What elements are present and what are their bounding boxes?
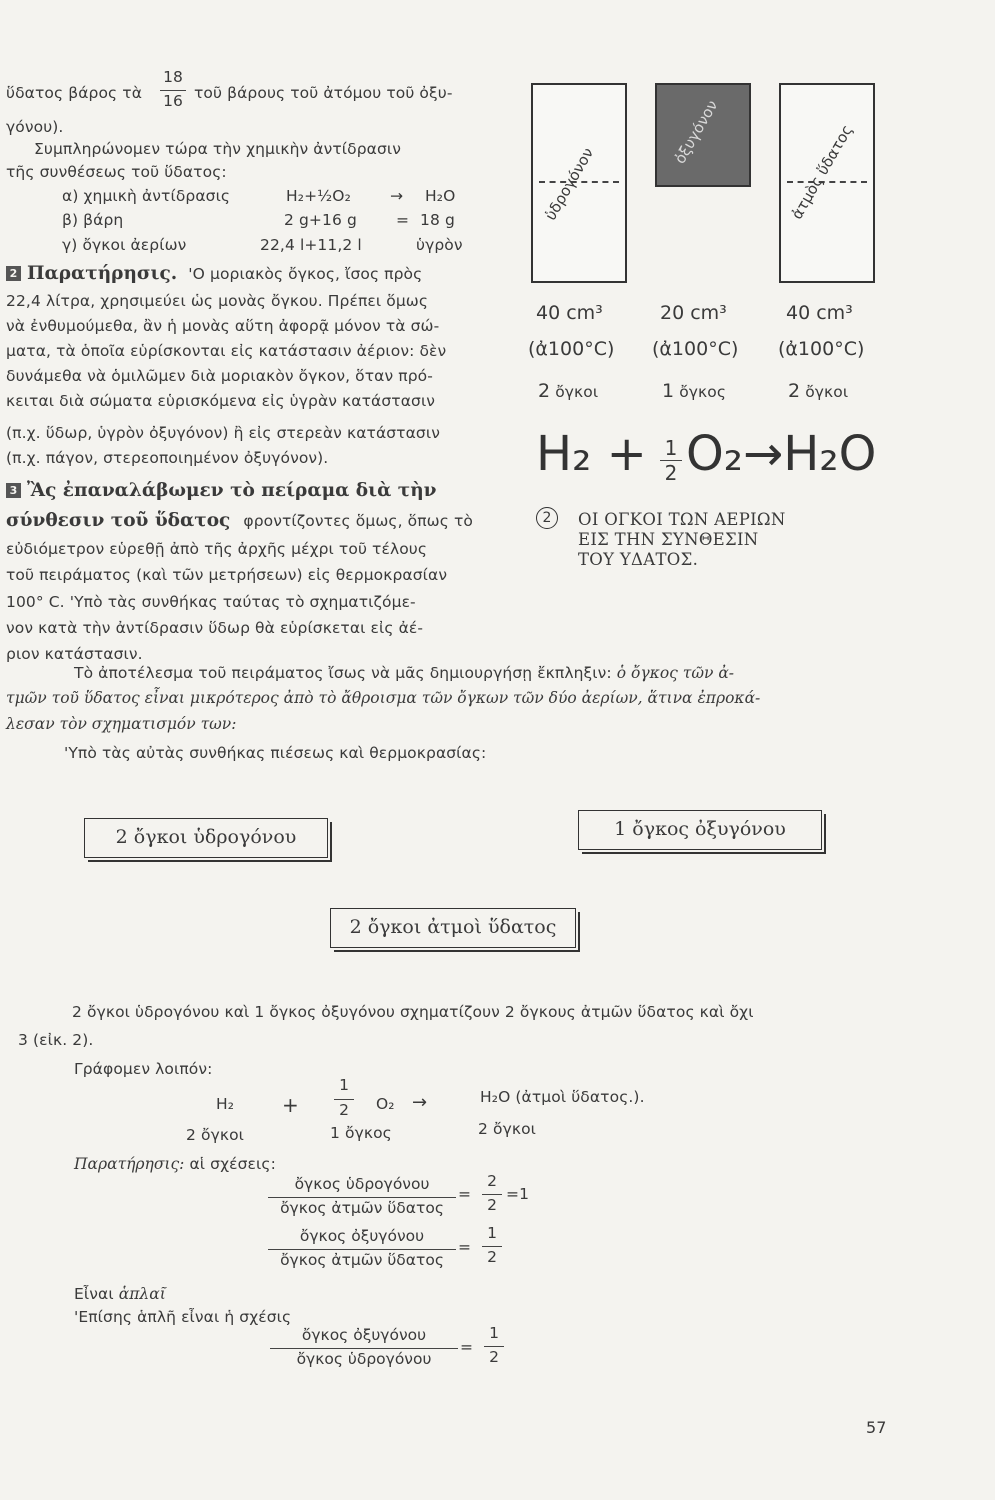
header-fraction [160, 68, 186, 112]
ratio-2-value-den: 2 [487, 1248, 497, 1266]
section-3-line: ριον κατάστασιν. [6, 645, 143, 663]
figure-half-den: 2 [664, 461, 678, 485]
fraction-denominator: 16 [163, 92, 183, 110]
count-hydrogen [538, 380, 598, 402]
ratio-2-numerator: ὄγκος ὀξυγόνου [299, 1227, 425, 1245]
result-text: Τὸ ἀποτέλεσμα τοῦ πειράματος ἴσως νὰ μᾶς δημιουργήσῃ ἔκπληξιν: [74, 664, 612, 682]
ratio-1-value [482, 1172, 502, 1218]
header-line-1 [6, 84, 142, 102]
count-oxygen-word: ὄγκος [679, 383, 727, 401]
section-2-line: δυνάμεθα νὰ ὁμιλῶμεν διὰ μοριακὸν ὄγκον, ὅταν πρό- [6, 367, 433, 385]
volume-steam: 40 cm³ [786, 302, 853, 324]
reaction-row-label: β) βάρη [62, 211, 124, 229]
caption-line-3: ΤΟΥ ΥΔΑΤΟΣ. [578, 550, 699, 569]
cylinder-steam [779, 83, 875, 283]
ratio-1-eq: = [458, 1185, 472, 1203]
section-3-line: νον κατὰ τὴν ἀντίδρασιν ὕδωρ θὰ εὑρίσκεται εἰς ἀέ- [6, 619, 424, 637]
figure-caption [578, 510, 786, 570]
reaction-row-formula: H₂+½O₂ [286, 187, 351, 205]
ratio-1-denominator: ὄγκος ἀτμῶν ὕδατος [280, 1199, 444, 1217]
count-oxygen-number: 1 [662, 380, 675, 402]
ratios-intro [74, 1154, 276, 1173]
ratio-3-value [484, 1324, 504, 1370]
ratio-1-numerator: ὄγκος ὑδρογόνου [294, 1175, 430, 1193]
result-line-1 [74, 663, 734, 682]
ratio-1-value-den: 2 [487, 1196, 497, 1214]
cylinder-hydrogen [531, 83, 627, 283]
reaction-row-label: γ) ὄγκοι ἀερίων [62, 236, 187, 254]
reaction-row-formula: 2 g+16 g [284, 211, 357, 229]
simple-text: Εἶναι [74, 1285, 114, 1303]
eq2-h2: H₂ [216, 1095, 235, 1113]
figure-equation-half [660, 436, 682, 484]
count-steam [788, 380, 848, 402]
eq2-h2o: H₂O (ἀτμοὶ ὕδατος.). [480, 1088, 645, 1106]
reaction-row-label: α) χημικὴ ἀντίδρασις [62, 187, 231, 205]
ratio-2-denominator: ὄγκος ἀτμῶν ὕδατος [280, 1251, 444, 1269]
caption-line-2: ΕΙΣ ΤΗΝ ΣΥΝΘΕΣΙΝ [578, 530, 759, 549]
header-text-post: τοῦ βάρους τοῦ ἀτόμου τοῦ ὀξυ- [194, 84, 453, 102]
ratio-3 [270, 1326, 458, 1372]
figure-equation-right: O₂→H₂O [686, 426, 877, 482]
intro-line-2: τῆς συνθέσεως τοῦ ὕδατος: [6, 163, 227, 181]
section-3-line: εὐδιόμετρον εὑρεθῇ ἀπὸ τῆς ἀρχῆς μέχρι τοῦ τέλους [6, 540, 428, 558]
ratio-3-denominator: ὄγκος ὑδρογόνου [296, 1350, 432, 1368]
section-3-heading: Ἂς ἐπαναλάβωμεν τὸ πείραμα διὰ τὴν [27, 480, 437, 501]
box-hydrogen: 2 ὄγκοι ὑδρογόνου [84, 818, 328, 858]
figure-caption-number [536, 507, 558, 529]
conclusion-line-1: 2 ὄγκοι ὑδρογόνου καὶ 1 ὄγκος ὀξυγόνου σχηματίζουν 2 ὄγκους ἀτμῶν ὕδατος καὶ ὄχι [72, 1003, 754, 1021]
section-2-line: νὰ ἐνθυμούμεθα, ἂν ἡ μονὰς αὕτη ἀφορᾷ μόνον τὰ σώ- [6, 317, 440, 335]
page-number: 57 [866, 1418, 887, 1437]
figure-equation-left: H₂ + [536, 426, 647, 482]
section-2-line: (π.χ. πάγον, στερεοποιημένον ὀξυγόνον). [6, 449, 329, 467]
section-2-heading: Παρατήρησις. [27, 263, 178, 284]
eq2-arrow: → [412, 1092, 428, 1113]
section-3-line: φροντίζοντες ὅμως, ὅπως τὸ [243, 512, 473, 530]
header-line-2: γόνου). [6, 118, 64, 136]
box-steam: 2 ὄγκοι ἀτμοὶ ὕδατος [330, 908, 576, 948]
result-italic: ὁ ὄγκος τῶν ἀ- [616, 664, 735, 682]
ratio-2-value-num: 1 [487, 1224, 497, 1242]
result-line-3: λεσαν τὸν σχηματισμόν των: [6, 715, 237, 733]
section-2-heading-line [6, 263, 422, 284]
count-oxygen [662, 380, 726, 402]
eq2-under-o2: 1 ὄγκος [330, 1124, 392, 1142]
eq2-half-num: 1 [339, 1076, 349, 1094]
temp-hydrogen: (ἀ100°C) [528, 338, 615, 360]
section-3-line: τοῦ πειράματος (καὶ τῶν μετρήσεων) εἰς θερμοκρασίαν [6, 566, 448, 584]
section-2-line: 'Ο μοριακὸς ὄγκος, ἴσος πρὸς [188, 265, 423, 283]
reaction-row-product: H₂O [425, 187, 456, 205]
ratios-intro-italic: Παρατήρησις: [74, 1155, 185, 1173]
cylinder-hydrogen-label: ὑδρογόνον [541, 144, 598, 224]
volume-hydrogen: 40 cm³ [536, 302, 603, 324]
cylinder-oxygen [655, 83, 751, 187]
eq2-under-h2o: 2 ὄγκοι [478, 1120, 537, 1138]
simple-line [74, 1284, 166, 1303]
ratio-2-value [482, 1224, 502, 1270]
section-2-line: ματα, τὰ ὁποῖα εὑρίσκονται εἰς κατάστασιν ἀέριον: δὲν [6, 342, 447, 360]
section-3-line: 100° C. 'Υπὸ τὰς συνθήκας ταύτας τὸ σχηματιζόμε- [6, 593, 416, 611]
ratio-1-value-num: 2 [487, 1172, 497, 1190]
section-3-heading-cont: σύνθεσιν τοῦ ὕδατος [6, 510, 231, 531]
reaction-row-product: ὑγρὸν [416, 236, 463, 254]
eq2-half [334, 1076, 354, 1122]
ratios-intro-text: αἱ σχέσεις: [189, 1155, 276, 1173]
caption-line-1: ΟΙ ΟΓΚΟΙ ΤΩΝ ΑΕΡΙΩΝ [578, 510, 786, 529]
count-steam-word: ὄγκοι [805, 383, 849, 401]
reaction-row-arrow: = [396, 211, 410, 229]
cylinder-oxygen-label: ὀξυγόνον [670, 97, 722, 167]
section-3-heading-line [6, 480, 437, 501]
simple-italic: ἁπλαῖ [118, 1285, 166, 1303]
intro-line-1: Συμπληρώνομεν τώρα τὴν χημικὴν ἀντίδρασιν [34, 140, 402, 158]
eq2-plus: + [282, 1093, 299, 1117]
section-3-heading-line-2 [6, 510, 473, 531]
temp-oxygen: (ἀ100°C) [652, 338, 739, 360]
count-steam-number: 2 [788, 380, 801, 402]
ratio-3-numerator: ὄγκος ὀξυγόνου [301, 1326, 427, 1344]
temp-steam: (ἀ100°C) [778, 338, 865, 360]
eq2-half-den: 2 [339, 1101, 349, 1119]
also-line: 'Επίσης ἁπλῆ εἶναι ἡ σχέσις [74, 1308, 292, 1326]
fraction-numerator: 18 [163, 68, 183, 86]
header-text-pre: ὕδατος βάρος τὰ [6, 84, 143, 102]
reaction-row-product: 18 g [420, 211, 455, 229]
count-hydrogen-number: 2 [538, 380, 551, 402]
volume-oxygen: 20 cm³ [660, 302, 727, 324]
result-line-4: 'Υπὸ τὰς αὐτὰς συνθήκας πιέσεως καὶ θερμοκρασίας: [64, 744, 487, 762]
section-2-line: (π.χ. ὕδωρ, ὑγρὸν ὀξυγόνον) ἢ εἰς στερεὰν κατάστασιν [6, 424, 440, 442]
conclusion-line-3: Γράφομεν λοιπόν: [74, 1060, 213, 1078]
figure-half-num: 1 [664, 436, 678, 460]
ratio-3-eq: = [460, 1338, 474, 1356]
eq2-under-h2: 2 ὄγκοι [186, 1126, 245, 1144]
conclusion-line-2: 3 (εἰκ. 2). [18, 1031, 94, 1049]
section-marker-3: 3 [6, 483, 21, 498]
section-2-line: 22,4 λίτρα, χρησιμεύει ὡς μονὰς ὄγκου. Πρέπει ὅμως [6, 292, 429, 310]
cylinder-steam-label: ἀτμὸς ὕδατος [787, 121, 857, 223]
ratio-2 [268, 1227, 456, 1273]
count-hydrogen-word: ὄγκοι [555, 383, 599, 401]
ratio-3-value-num: 1 [489, 1324, 499, 1342]
reaction-row-formula: 22,4 l+11,2 l [260, 236, 362, 254]
ratio-3-value-den: 2 [489, 1348, 499, 1366]
ratio-1-result: =1 [506, 1185, 530, 1203]
reaction-row-arrow: → [390, 187, 404, 205]
section-marker-2: 2 [6, 266, 21, 281]
eq2-o2: O₂ [376, 1095, 395, 1113]
ratio-1 [268, 1175, 456, 1221]
result-line-2: τμῶν τοῦ ὕδατος εἶναι μικρότερος ἀπὸ τὸ ἄθροισμα τῶν ὄγκων τῶν δύο ἀερίων, ἅτινα ἐπροκά- [6, 689, 761, 707]
section-2-line: κειται διὰ σώματα εὑρισκόμενα εἰς ὑγρὰν κατάστασιν [6, 392, 436, 410]
ratio-2-eq: = [458, 1238, 472, 1256]
box-oxygen: 1 ὄγκος ὀξυγόνου [578, 810, 822, 850]
caption-number: 2 [542, 510, 552, 526]
